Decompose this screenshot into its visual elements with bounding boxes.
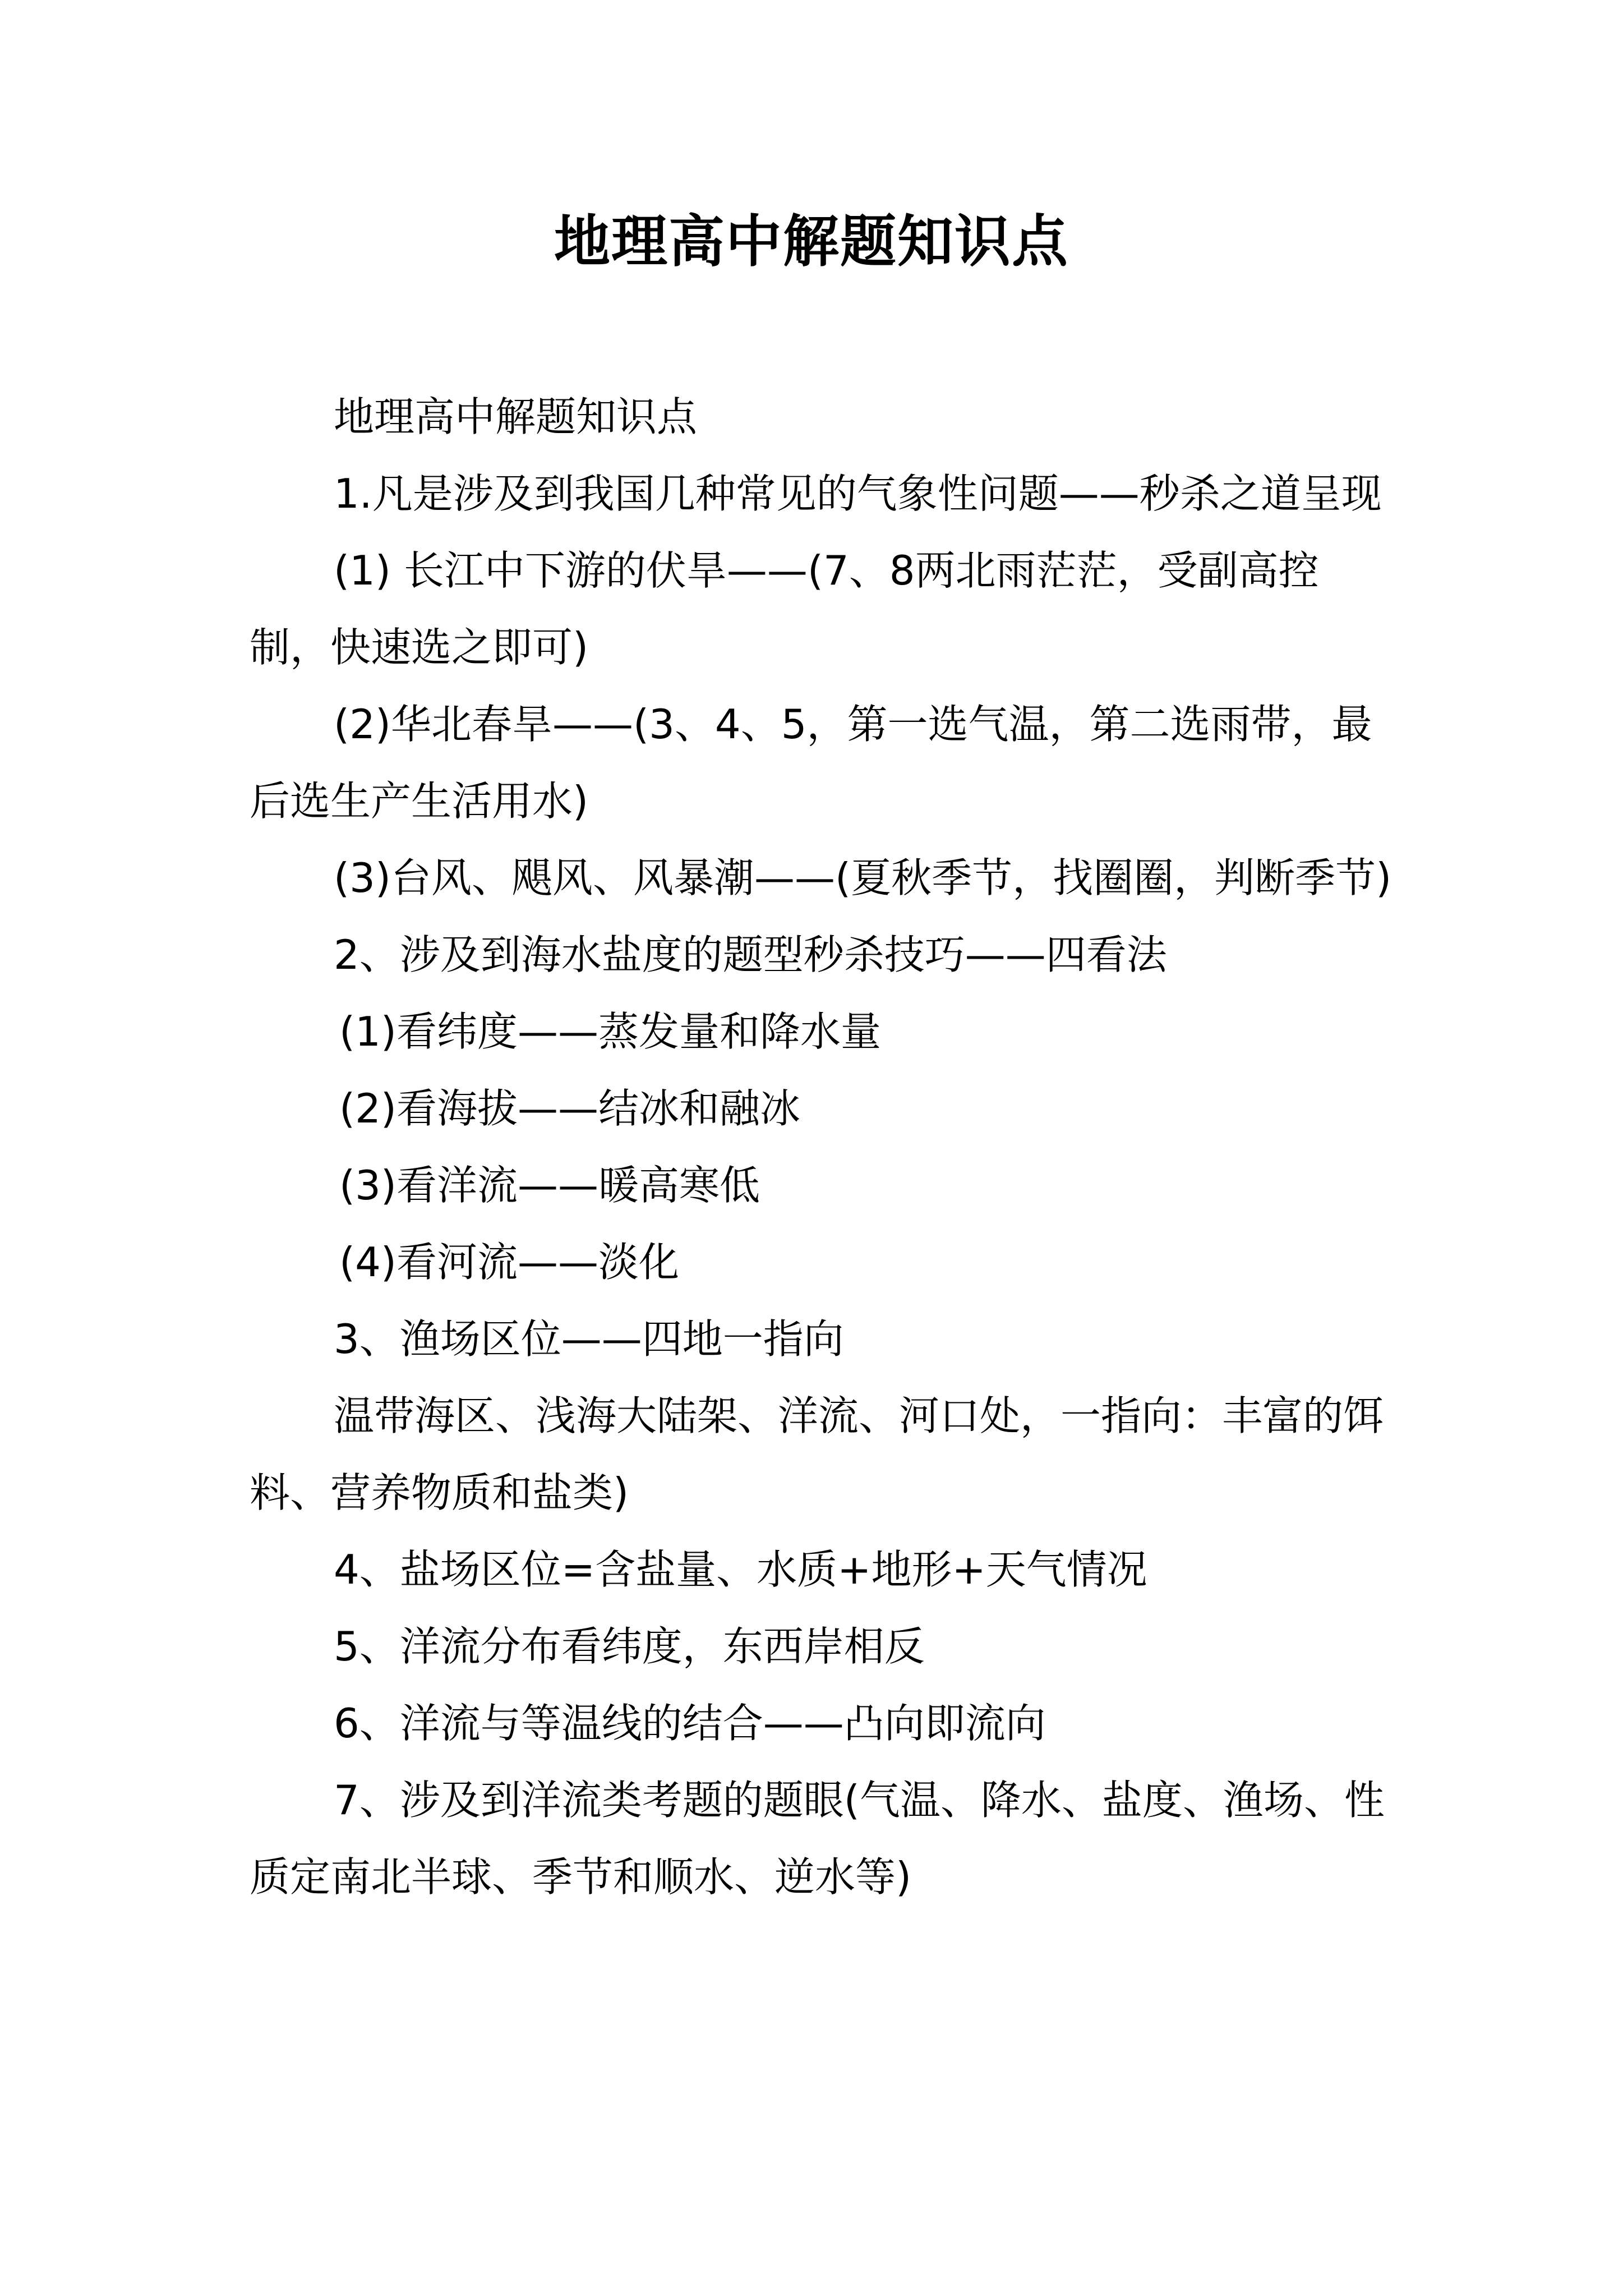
- paragraph-item-1: 1.凡是涉及到我国几种常见的气象性问题——秒杀之道呈现: [334, 470, 1382, 517]
- paragraph-item-7: 7、涉及到洋流类考题的题眼(气温、降水、盐度、渔场、性质定南北半球、季节和顺水、逆水等): [250, 1777, 1385, 1901]
- paragraph-item-3: 3、渔场区位——四地一指向: [334, 1315, 844, 1363]
- paragraph-item-1-2: (2)华北春旱——(3、4、5，第一选气温，第二选雨带，最后选生产生活用水): [250, 701, 1372, 825]
- paragraph-item-1-1: (1) 长江中下游的伏旱——(7、8两北雨茫茫，受副高控制，快速选之即可): [250, 547, 1319, 671]
- paragraph-item-2: 2、涉及到海水盐度的题型秒杀技巧——四看法: [334, 931, 1167, 978]
- paragraph-item-1-3: (3)台风、飓风、风暴潮——(夏秋季节，找圈圈，判断季节): [334, 854, 1392, 901]
- paragraph-item-2-1: (1)看纬度——蒸发量和降水量: [339, 1008, 881, 1055]
- paragraph-item-6: 6、洋流与等温线的结合——凸向即流向: [334, 1700, 1046, 1747]
- paragraph-item-4: 4、盐场区位=含盐量、水质+地形+天气情况: [334, 1546, 1147, 1593]
- paragraph-item-3-detail: 温带海区、浅海大陆架、洋流、河口处，一指向：丰富的饵料、营养物质和盐类): [250, 1392, 1384, 1516]
- paragraph-item-2-2: (2)看海拔——结冰和融冰: [339, 1085, 800, 1132]
- paragraph-item-2-3: (3)看洋流——暖高寒低: [339, 1162, 760, 1209]
- paragraph-heading: 地理高中解题知识点: [334, 393, 698, 440]
- paragraph-item-2-4: (4)看河流——淡化: [339, 1239, 679, 1286]
- paragraph-item-5: 5、洋流分布看纬度，东西岸相反: [334, 1623, 925, 1670]
- document-title: 地理高中解题知识点: [554, 208, 1069, 274]
- document-body: [250, 379, 1396, 1916]
